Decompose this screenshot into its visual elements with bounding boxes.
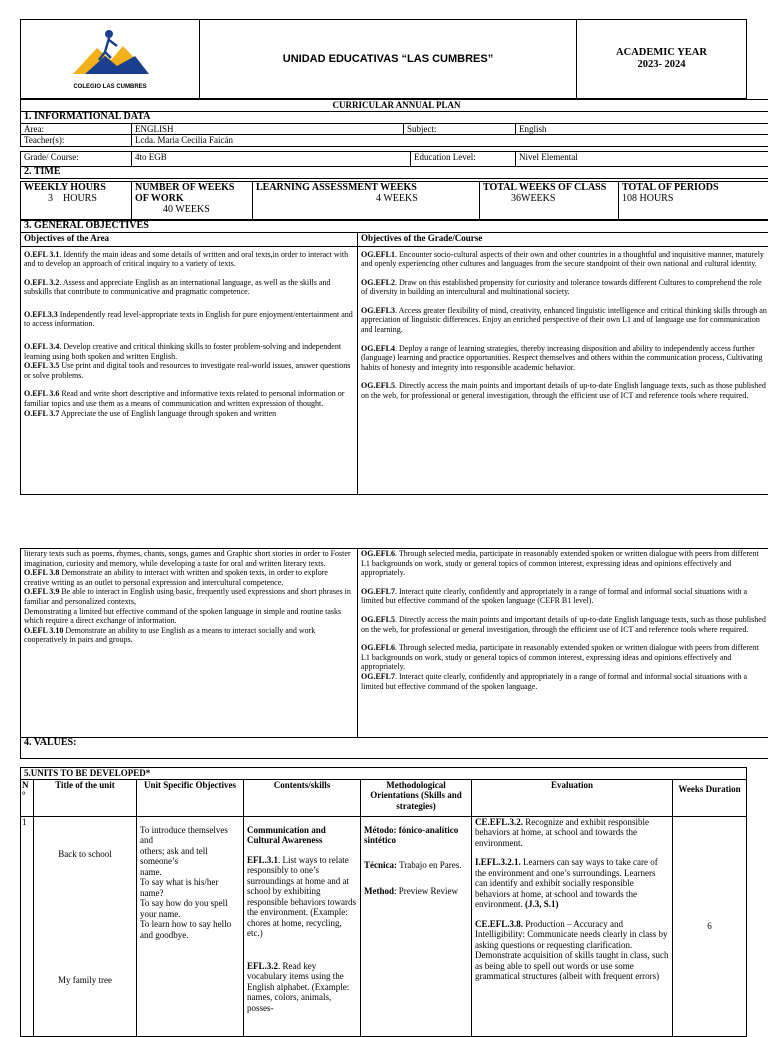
subject-label: Subject:: [404, 123, 516, 135]
area-value: ENGLISH: [132, 123, 404, 135]
area-objective: O.EFL 3.1. Identify the main ideas and some details of written and oral texts,in order to interact with and to develop an approach of critical inquiry to a variety of texts.: [24, 250, 354, 269]
total-periods-cell: [619, 182, 768, 220]
units-heading: 5.UNITS TO BE DEVELOPED*: [21, 768, 747, 780]
area-objective: O.EFL 3.4. Develop creative and critical thinking skills to foster problem-solving and independent learning using both spoken and written English.: [24, 342, 354, 361]
grade-objectives-continued: [358, 549, 768, 738]
grade-objective: OG.EFL7. Interact quite clearly, confidently and appropriately in a range of formal and informal social situations with a limited but effective command of the spoken language (CEFR B1 level).: [361, 587, 768, 606]
unit-title-a: Back to school: [37, 849, 133, 860]
area-objectives-heading: Objectives of the Area: [21, 232, 358, 246]
unit-objective-line: name.: [140, 867, 240, 878]
teacher-label: Teacher(s):: [21, 135, 132, 147]
values-heading: 4. VALUES:: [21, 738, 768, 759]
assessment-cell: [253, 182, 480, 220]
school-logo-icon: [65, 26, 155, 82]
total-periods-value: 108 HOURS: [622, 193, 768, 204]
area-objective: O.EFL 3.7 Appreciate the use of English language through spoken and written: [24, 409, 354, 419]
subject-value: English: [516, 123, 768, 135]
grade-objective: OG.EFL5. Directly access the main points and important details of up-to-date English language texts, such as those published on the web, for professional or general investigation, through the efficient use of ICT and reference tools where required.: [361, 381, 768, 400]
unit-contents-cell: [244, 816, 361, 1036]
informational-heading: 1. INFORMATIONAL DATA: [21, 112, 768, 124]
grade-objectives-cell: [358, 246, 768, 494]
unit-methodology-cell: [361, 816, 472, 1036]
level-label: Education Level:: [411, 152, 516, 167]
col-title: Title of the unit: [34, 779, 137, 816]
area-objective: O.EFL 3.8 Demonstrate an ability to interact with written and spoken texts, in order to explore creative writing as an outlet to personal expression and intercultural competence.: [24, 568, 354, 587]
area-objectives-continued: [21, 549, 358, 738]
col-number: N °: [21, 779, 34, 816]
logo-caption: COLEGIO LAS CUMBRES: [24, 82, 196, 93]
grade-objective: OG.EFL4. Deploy a range of learning strategies, thereby increasing disposition and ability to independently access further (language) learning and practice opportunities. Respect themselves and others within the communication process, Cultivating habits of honesty and integrity into responsible academic behavior.: [361, 344, 768, 373]
col-contents: Contents/skills: [244, 779, 361, 816]
grade-objective: OG.EFL2. Draw on this established propensity for curiosity and tolerance towards different Cultures to comprehend the role of diversity in building an intercultural and multinational society.: [361, 278, 768, 297]
unit-title-cell: [34, 816, 137, 1036]
units-table: [20, 767, 747, 1037]
area-objectives-cell: [21, 246, 358, 494]
header-table: [20, 19, 747, 99]
area-objective: Demonstrating a limited but effective command of the spoken language in simple and routine tasks which require a direct exchange of information.: [24, 607, 354, 626]
col-methodology: Methodological Orientations (Skills and strategies): [361, 779, 472, 816]
unit-objective-line: To introduce themselves and: [140, 825, 240, 846]
unit-objective-line: others; ask and tell someone’s: [140, 846, 240, 867]
unit-objective-line: To say how do you spell your name.: [140, 898, 240, 919]
assessment-value: 4 WEEKS: [256, 193, 476, 204]
unit-weeks: 6: [673, 816, 747, 1036]
area-label: Area:: [21, 123, 132, 135]
col-evaluation: Evaluation: [472, 779, 673, 816]
method-line: Método: fónico-analítico sintético: [364, 825, 468, 846]
method-line: Técnica: Trabajo en Pares.: [364, 860, 468, 871]
grade-objective: OG.EFL5. Directly access the main points and important details of up-to-date English language texts, such as those published on the web, for professional or general investigation, through the efficient use of ICT and reference tools where required.: [361, 615, 768, 634]
unit-objectives-cell: [137, 816, 244, 1036]
col-weeks: Weeks Duration: [673, 779, 747, 816]
assessment-label: LEARNING ASSESSMENT WEEKS: [256, 182, 476, 193]
evaluation-indicator: I.EFL.3.2.1. Learners can say ways to take care of the environment and one’s surroundings. Learners can identify and exhibit socially responsible behaviors at home, at school and towards the environment. (J.3, S.1): [475, 857, 669, 910]
total-weeks-cell: [480, 182, 619, 220]
unit-number: 1: [21, 816, 34, 1036]
grade-objective: OG.EFL3. Access greater flexibility of mind, creativity, enhanced linguistic intelligence and critical thinking skills through an appreciation of linguistic differences. Enjoy an enriched perspective of their own L1 and of language use for communication and learning.: [361, 306, 768, 335]
contents-skill: EFL.3.1. List ways to relate responsibly to one’s surroundings at home and at school by exhibiting responsible behaviors towards the environment. (Example: chores at home, recycling, etc.): [247, 855, 357, 939]
total-weeks-value: 36WEEKS: [483, 193, 615, 204]
academic-year-value: 2023- 2024: [580, 59, 743, 71]
unit-objective-line: To learn how to say hello and goodbye.: [140, 919, 240, 940]
unit-title-b: My family tree: [37, 975, 133, 986]
grade-table: [20, 151, 768, 179]
area-objective: literary texts such as poems, rhymes, chants, songs, games and Graphic short stories in order to Foster imagination, curiosity and memory, while developing a taste for oral and written literary texts.: [24, 549, 354, 568]
method-line: Method: Preview Review: [364, 886, 468, 897]
level-value: Nivel Elemental: [516, 152, 768, 167]
grade-label: Grade/ Course:: [21, 152, 132, 167]
time-heading: 2. TIME: [21, 167, 768, 179]
weekly-hours-value: 3 HOURS: [24, 193, 128, 204]
area-objective: O.EFL 3.5 Use print and digital tools and resources to investigate real-world issues, answer questions or solve problems.: [24, 361, 354, 380]
evaluation-criterion: CE.EFL.3.8. Production – Accuracy and Intelligibility: Communicate needs clearly in class by asking questions or requesting clarification. Demonstrate acquisition of skills taught in class, such as being able to spell out words or use some grammatical structures (albeit with frequent errors): [475, 919, 669, 982]
unit-objective-line: To say what is his/her name?: [140, 877, 240, 898]
evaluation-criterion: CE.EFL.3.2. Recognize and exhibit responsible behaviors at home, at school and towards the environment.: [475, 817, 669, 849]
area-objective: O.EFL 3.10 Demonstrate an ability to use English as a means to interact socially and work cooperatively in pairs and groups.: [24, 626, 354, 645]
area-objective: O.EFL3.3 Independently read level-appropriate texts in English for pure enjoyment/entertainment and to access information.: [24, 310, 354, 329]
grade-objective: OG.EFL6. Through selected media, participate in reasonably extended spoken or written dialogue with peers from different L1 backgrounds on work, study or general topics of common interest, expressing ideas and opinions effectively and appropriately.: [361, 549, 768, 578]
weeks-work-cell: [132, 182, 253, 220]
contents-skill: EFL.3.2. Read key vocabulary items using the English alphabet. (Example: names, colors, animals, posses-: [247, 961, 357, 1014]
teacher-value: Lcda. Maria Cecilia Faicán: [132, 135, 768, 147]
weeks-work-label: NUMBER OF WEEKS OF WORK: [135, 182, 249, 204]
weekly-hours-cell: [21, 182, 132, 220]
informational-table: [20, 99, 768, 147]
objectives-table: [20, 220, 768, 495]
col-objectives: Unit Specific Objectives: [137, 779, 244, 816]
unit-evaluation-cell: [472, 816, 673, 1036]
area-objective: O.EFL 3.2. Assess and appreciate English as an international language, as well as the skills and subskills that contribute to communicative and pragmatic competence.: [24, 278, 354, 297]
academic-year-cell: [577, 20, 747, 99]
academic-year-label: ACADEMIC YEAR: [580, 47, 743, 59]
grade-value: 4to EGB: [132, 152, 411, 167]
total-periods-label: TOTAL OF PERIODS: [622, 182, 768, 193]
objectives-continued-table: [20, 548, 768, 759]
time-table: [20, 181, 768, 220]
total-weeks-label: TOTAL WEEKS OF CLASS: [483, 182, 615, 193]
area-objective: O.EFL 3.9 Be able to interact in English using basic, frequently used expressions and short phrases in familiar and personalized contexts,: [24, 587, 354, 606]
grade-objective: OG.EFL1. Encounter socio-cultural aspects of their own and other countries in a thoughtful and inquisitive manner, maturely and openly experiencing other cultures and languages from the secure standpoint of their own national and cultural identity.: [361, 250, 768, 269]
contents-heading: Communication and Cultural Awareness: [247, 825, 357, 846]
weeks-work-value: 40 WEEKS: [135, 204, 249, 215]
area-objective: O.EFL 3.6 Read and write short descriptive and informative texts related to personal information or familiar topics and use them as a means of communication and written expression of thought.: [24, 389, 354, 408]
grade-objectives-heading: Objectives of the Grade/Course: [358, 232, 768, 246]
weekly-hours-label: WEEKLY HOURS: [24, 182, 128, 193]
grade-objective: OG.EFL7. Interact quite clearly, confidently and appropriately in a range of formal and informal social situations with a limited but effective command of the spoken language.: [361, 672, 768, 691]
grade-objective: OG.EFL6. Through selected media, participate in reasonably extended spoken or written dialogue with peers from different L1 backgrounds on work, study or general topics of common interest, expressing ideas and opinions effectively and appropriately.: [361, 643, 768, 672]
school-name: UNIDAD EDUCATIVAS “LAS CUMBRES”: [200, 20, 577, 99]
objectives-heading: 3. GENERAL OBJECTIVES: [21, 221, 768, 233]
plan-title: CURRICULAR ANNUAL PLAN: [21, 100, 768, 112]
logo-cell: [21, 20, 200, 99]
